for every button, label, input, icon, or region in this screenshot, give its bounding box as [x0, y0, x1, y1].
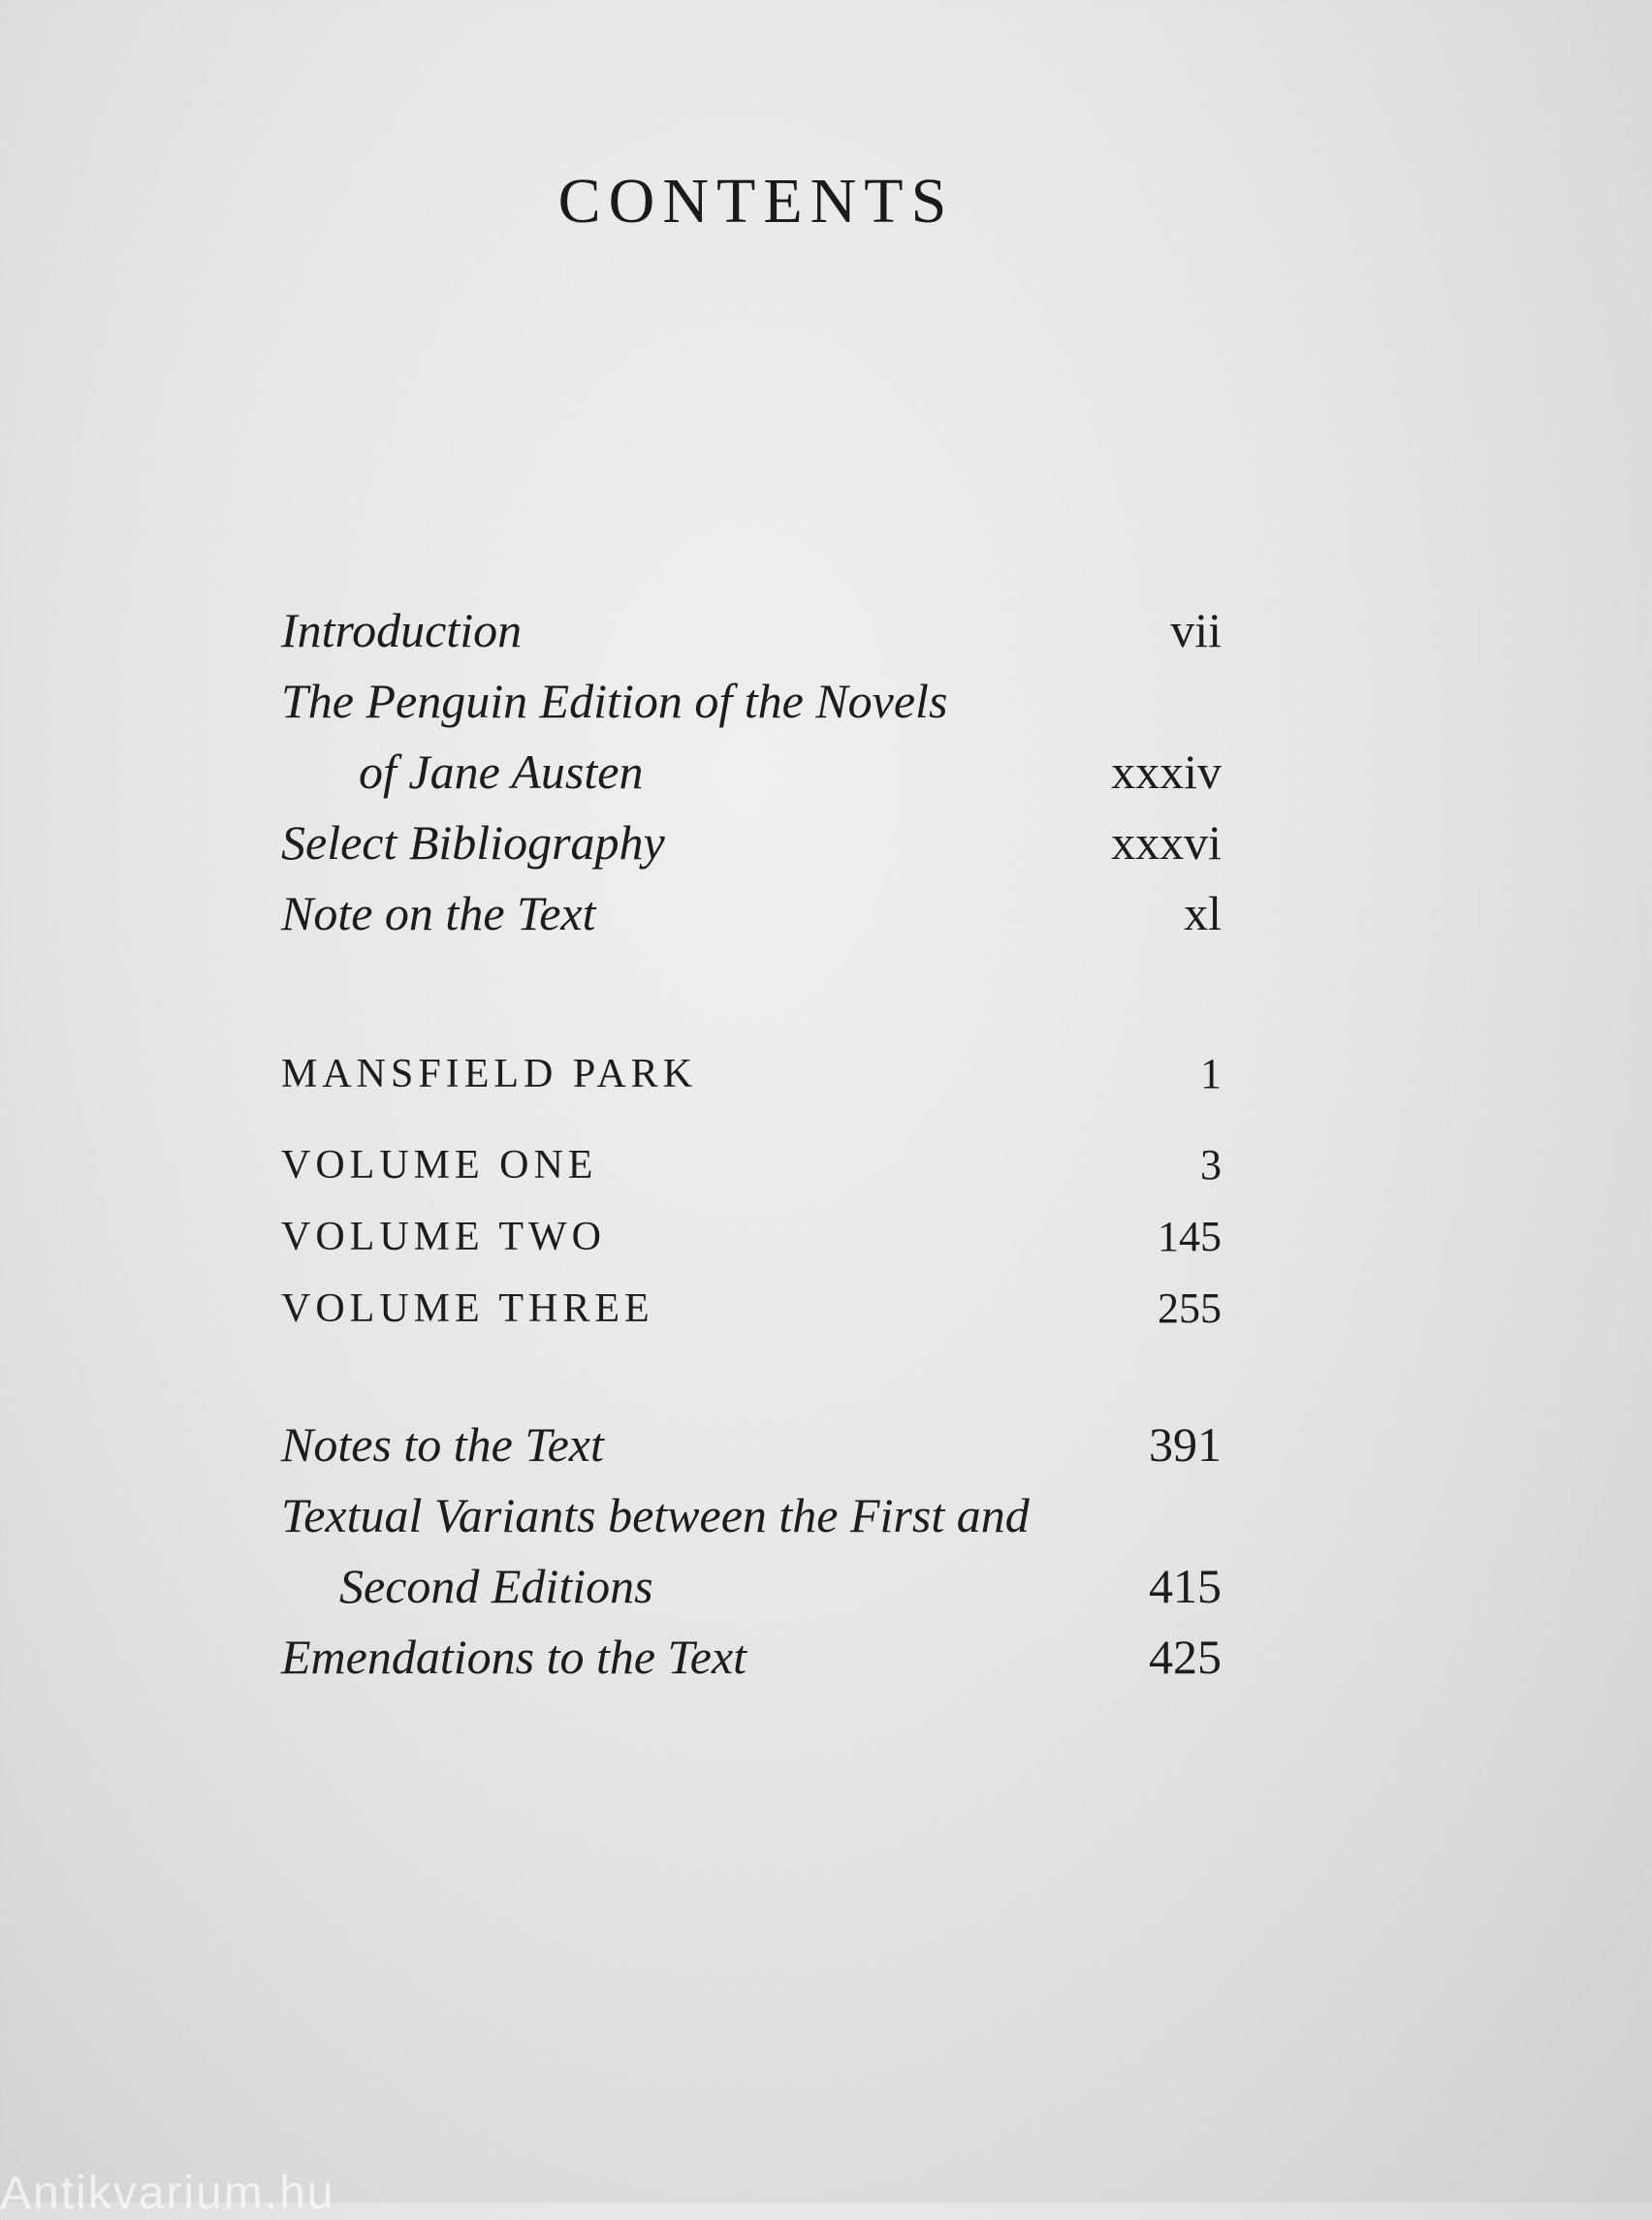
toc-entry-page: 145 — [1158, 1213, 1222, 1260]
toc-entry-label: of Jane Austen — [359, 745, 644, 799]
toc-entry-label: VOLUME THREE — [281, 1286, 654, 1331]
toc-entry-page: vii — [1170, 603, 1222, 657]
toc-entry-page: xxxiv — [1111, 745, 1222, 799]
toc-entry-label: Emendations to the Text — [281, 1630, 747, 1684]
toc-entry-label: Select Bibliography — [281, 815, 665, 870]
toc-entry-label: Note on the Text — [281, 886, 596, 940]
watermark: Antikvarium.hu — [0, 2168, 335, 2219]
toc-entry-page: 1 — [1200, 1050, 1222, 1097]
toc-entry-label: Textual Variants between the First and — [281, 1488, 1030, 1542]
toc-entry-page: 3 — [1200, 1141, 1222, 1189]
toc-entry-label: VOLUME ONE — [281, 1143, 598, 1188]
toc-entry-label: MANSFIELD PARK — [281, 1052, 698, 1096]
toc-entry-label: The Penguin Edition of the Novels — [281, 674, 948, 728]
toc-entry-page: 391 — [1149, 1417, 1222, 1472]
toc-entry-page: 255 — [1158, 1284, 1222, 1332]
page-title: CONTENTS — [557, 166, 955, 237]
toc-entry-label: Introduction — [281, 603, 523, 657]
toc-entry-label: Notes to the Text — [281, 1417, 604, 1472]
toc-entry-page: 425 — [1149, 1630, 1222, 1684]
toc-entry-page: xxxvi — [1111, 815, 1222, 870]
toc-entry-page: xl — [1184, 886, 1222, 940]
toc-entry-page: 415 — [1149, 1559, 1222, 1613]
toc-entry-label: VOLUME TWO — [281, 1215, 607, 1259]
toc-entry-label: Second Editions — [339, 1559, 653, 1613]
